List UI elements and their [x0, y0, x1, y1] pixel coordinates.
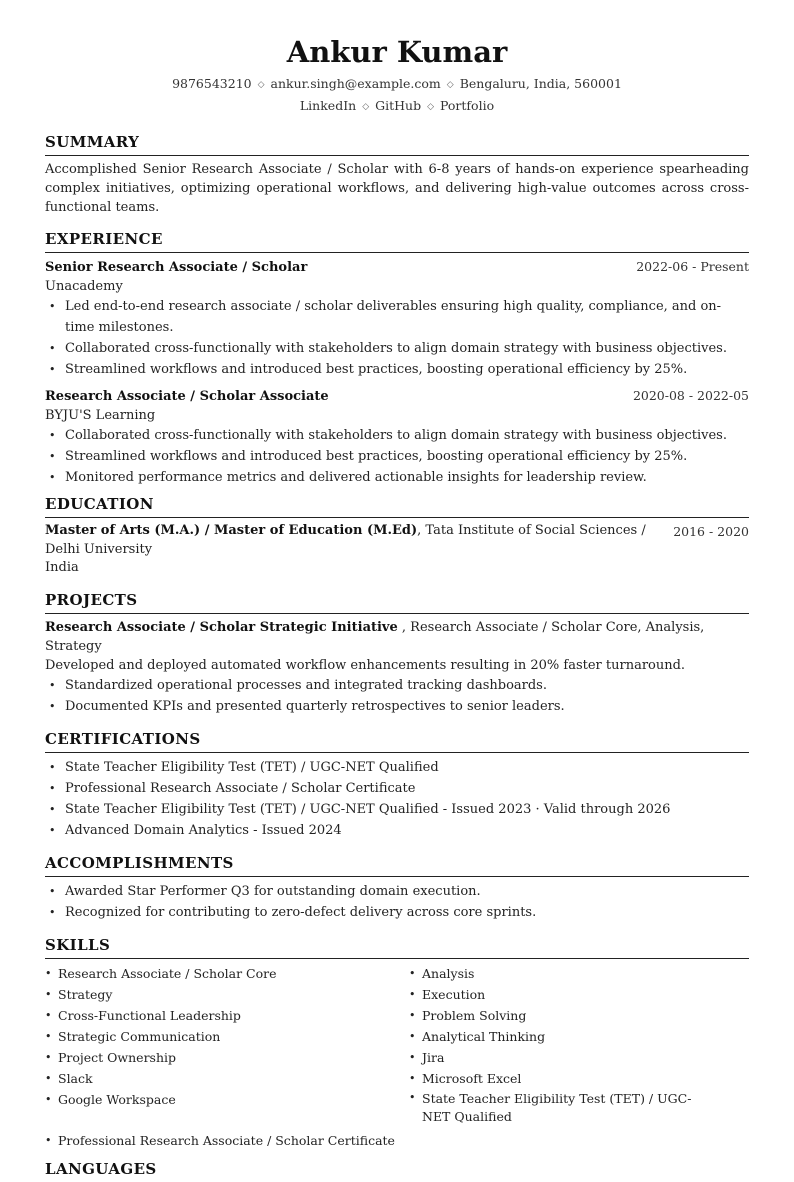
accomplishment-list [45, 881, 749, 923]
skill-item: • Project Ownership [45, 1047, 409, 1068]
email: ankur.singh@example.com [270, 76, 441, 91]
skill-item: • Google Workspace [45, 1089, 409, 1130]
job-title: Senior Research Associate / Scholar [45, 260, 308, 275]
list-item: • Collaborated cross-functionally with stakeholders to align domain strategy with business objectives. [45, 338, 749, 359]
skill-item: • Strategic Communication [45, 1026, 409, 1047]
section-title-skills: SKILLS [45, 935, 749, 959]
skill-item: • Jira [409, 1047, 749, 1068]
section-title-languages: LANGUAGES [45, 1159, 157, 1178]
links-line [45, 96, 749, 118]
project-tags: , Research Associate / Scholar Core, Analysis, Strategy [45, 619, 705, 654]
skill-item: • Analytical Thinking [409, 1026, 749, 1047]
project-description: Developed and deployed automated workflow enhancements resulting in 20% faster turnaround. [45, 657, 686, 673]
separator-diamond-icon: ◇ [446, 80, 454, 90]
education-entry [45, 522, 749, 578]
list-item: • Recognized for contributing to zero-defect delivery across core sprints. [45, 902, 749, 923]
skill-item: • Execution [409, 984, 749, 1005]
skill-item: • State Teacher Eligibility Test (TET) / UGC-NET Qualified [409, 1089, 712, 1126]
phone: 9876543210 [172, 76, 252, 91]
skill-item: • Microsoft Excel [409, 1068, 749, 1089]
experience-entry [45, 386, 749, 488]
section-title-experience: EXPERIENCE [45, 229, 749, 253]
projects-section [45, 590, 749, 717]
experience-entry [45, 257, 749, 380]
entry-header [45, 386, 749, 407]
accomplishments-section [45, 853, 749, 923]
job-dates: 2020-08 - 2022-05 [632, 388, 749, 403]
job-bullets [45, 425, 749, 488]
job-dates: 2022-06 - Present [636, 259, 749, 274]
skill-item: • Problem Solving [409, 1005, 749, 1026]
list-item: • State Teacher Eligibility Test (TET) / UGC-NET Qualified - Issued 2023 · Valid through 2026 [45, 799, 749, 820]
employer: Unacademy [45, 279, 123, 294]
section-title-certifications: CERTIFICATIONS [45, 729, 749, 753]
degree: Master of Arts (M.A.) / Master of Education (M.Ed) [45, 523, 418, 538]
github-link[interactable]: GitHub [375, 98, 422, 113]
skill-item: • Analysis [409, 963, 749, 984]
portfolio-link[interactable]: Portfolio [440, 98, 495, 113]
section-title-accomplishments: ACCOMPLISHMENTS [45, 853, 749, 877]
skills-section [45, 935, 749, 1151]
linkedin-link[interactable]: LinkedIn [299, 98, 357, 113]
list-item: • State Teacher Eligibility Test (TET) / UGC-NET Qualified [45, 757, 749, 778]
certification-list [45, 757, 749, 841]
certifications-section [45, 729, 749, 841]
summary-text: Accomplished Senior Research Associate / Scholar with 6-8 years of hands-on experience spearheading complex initiatives, optimizing operational workflows, and delivering high-value outcomes across cross-functional teams. [45, 162, 749, 215]
education-dates: 2016 - 2020 [673, 524, 749, 539]
institution: , Tata Institute of Social Sciences / Delhi University [45, 523, 646, 557]
location: Bengaluru, India, 560001 [459, 76, 622, 91]
education-country: India [45, 560, 79, 575]
summary-section [45, 132, 749, 217]
section-title-projects: PROJECTS [45, 590, 749, 614]
list-item: • Streamlined workflows and introduced best practices, boosting operational efficiency by 25%. [45, 359, 749, 380]
separator-diamond-icon: ◇ [427, 102, 434, 112]
project-header [45, 618, 749, 656]
skill-item: • Professional Research Associate / Scholar Certificate [45, 1130, 409, 1151]
experience-section [45, 229, 749, 488]
skill-item: • Research Associate / Scholar Core [45, 963, 409, 984]
list-item: • Led end-to-end research associate / scholar deliverables ensuring high quality, compliance, and on-time milestones. [45, 296, 749, 338]
separator-diamond-icon: ◇ [257, 80, 265, 90]
skill-item: • Strategy [45, 984, 409, 1005]
list-item: • Monitored performance metrics and delivered actionable insights for leadership review. [45, 467, 749, 488]
section-title-education: EDUCATION [45, 494, 749, 518]
education-section [45, 494, 749, 578]
entry-header [45, 257, 749, 278]
list-item: • Collaborated cross-functionally with stakeholders to align domain strategy with business objectives. [45, 425, 749, 446]
job-bullets [45, 296, 749, 380]
separator-diamond-icon: ◇ [362, 102, 370, 112]
project-name: Research Associate / Scholar Strategic Initiative [45, 619, 398, 635]
employer: BYJU'S Learning [45, 408, 156, 423]
skill-item: • Slack [45, 1068, 409, 1089]
list-item: • Documented KPIs and presented quarterly retrospectives to senior leaders. [45, 696, 749, 717]
skill-item: • Cross-Functional Leadership [45, 1005, 409, 1026]
section-title-summary: SUMMARY [45, 132, 749, 156]
project-bullets [45, 675, 749, 717]
list-item: • Professional Research Associate / Scholar Certificate [45, 778, 749, 799]
list-item: • Standardized operational processes and integrated tracking dashboards. [45, 675, 749, 696]
list-item: • Advanced Domain Analytics - Issued 2024 [45, 820, 749, 841]
skills-grid [45, 963, 749, 1151]
list-item: • Streamlined workflows and introduced best practices, boosting operational efficiency by 25%. [45, 446, 749, 467]
education-details [45, 522, 665, 578]
languages-section [45, 1159, 749, 1182]
contact-line [45, 74, 749, 96]
job-title: Research Associate / Scholar Associate [45, 389, 329, 404]
candidate-name: Ankur Kumar [286, 35, 508, 69]
list-item: • Awarded Star Performer Q3 for outstanding domain execution. [45, 881, 749, 902]
